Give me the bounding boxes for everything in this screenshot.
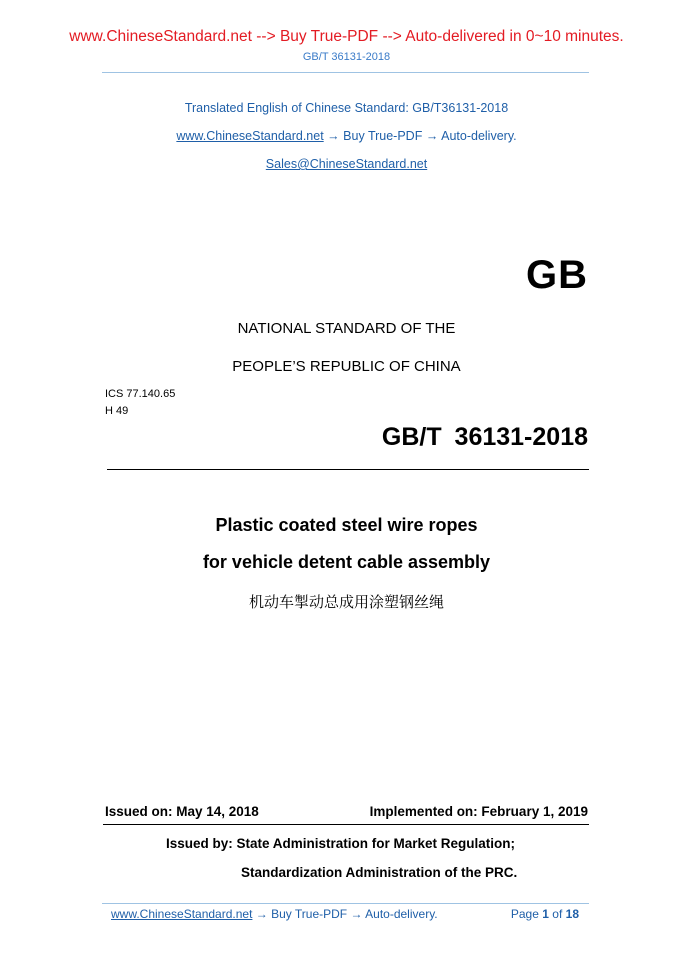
footer-auto-delivery-text: Auto-delivery. — [365, 907, 438, 921]
buy-line — [0, 129, 693, 143]
standard-number-divider — [107, 469, 589, 470]
auto-delivery-text: Auto-delivery. — [441, 129, 517, 143]
top-banner[interactable]: www.ChineseStandard.net --> Buy True-PDF --> Auto-delivered in 0~10 minutes. — [69, 28, 624, 45]
arrow-right-icon: → — [425, 129, 439, 143]
site-link[interactable]: www.ChineseStandard.net — [176, 129, 324, 143]
ccs-code: H 49 — [105, 405, 129, 417]
header-standard-code: GB/T 36131-2018 — [302, 51, 391, 63]
footer-buy-true-pdf-link[interactable]: Buy True-PDF — [271, 907, 348, 921]
arrow-right-icon: → — [255, 907, 268, 921]
implemented-on-date: Implemented on: February 1, 2019 — [369, 804, 588, 819]
page-number: 1 — [542, 907, 549, 921]
national-standard-line-2: PEOPLE’S REPUBLIC OF CHINA — [232, 358, 461, 375]
title-line-2: for vehicle detent cable assembly — [202, 552, 491, 572]
issued-on-date: Issued on: May 14, 2018 — [105, 804, 259, 819]
gb-mark: GB — [526, 253, 588, 297]
translated-notice: Translated English of Chinese Standard: GB/T36131-2018 — [184, 101, 509, 115]
of-label: of — [552, 907, 563, 921]
sales-email-link[interactable]: Sales@ChineseStandard.net — [265, 157, 428, 171]
buy-true-pdf-link[interactable]: Buy True-PDF — [343, 129, 423, 143]
page-label: Page — [510, 907, 539, 921]
national-standard-line-1: NATIONAL STANDARD OF THE — [237, 320, 456, 337]
title-line-1: Plastic coated steel wire ropes — [215, 515, 478, 535]
page-indicator — [511, 907, 579, 921]
issued-by-line-2: Standardization Administration of the PRC. — [241, 865, 518, 880]
standard-number: GB/T 36131-2018 — [381, 423, 588, 451]
header-divider — [102, 72, 589, 73]
footer-links — [111, 907, 438, 921]
page-total: 18 — [565, 907, 579, 921]
sales-line — [0, 157, 693, 171]
chinese-title: 机动车掣动总成用涂塑钢丝绳 — [248, 593, 444, 611]
footer-site-link[interactable]: www.ChineseStandard.net — [111, 907, 253, 921]
arrow-right-icon: → — [350, 907, 363, 921]
arrow-right-icon: → — [327, 129, 340, 143]
ics-code: ICS 77.140.65 — [105, 388, 176, 400]
footer-divider — [102, 903, 589, 904]
issued-by-line-1: Issued by: State Administration for Market Regulation; — [166, 836, 516, 851]
dates-divider — [103, 824, 589, 825]
